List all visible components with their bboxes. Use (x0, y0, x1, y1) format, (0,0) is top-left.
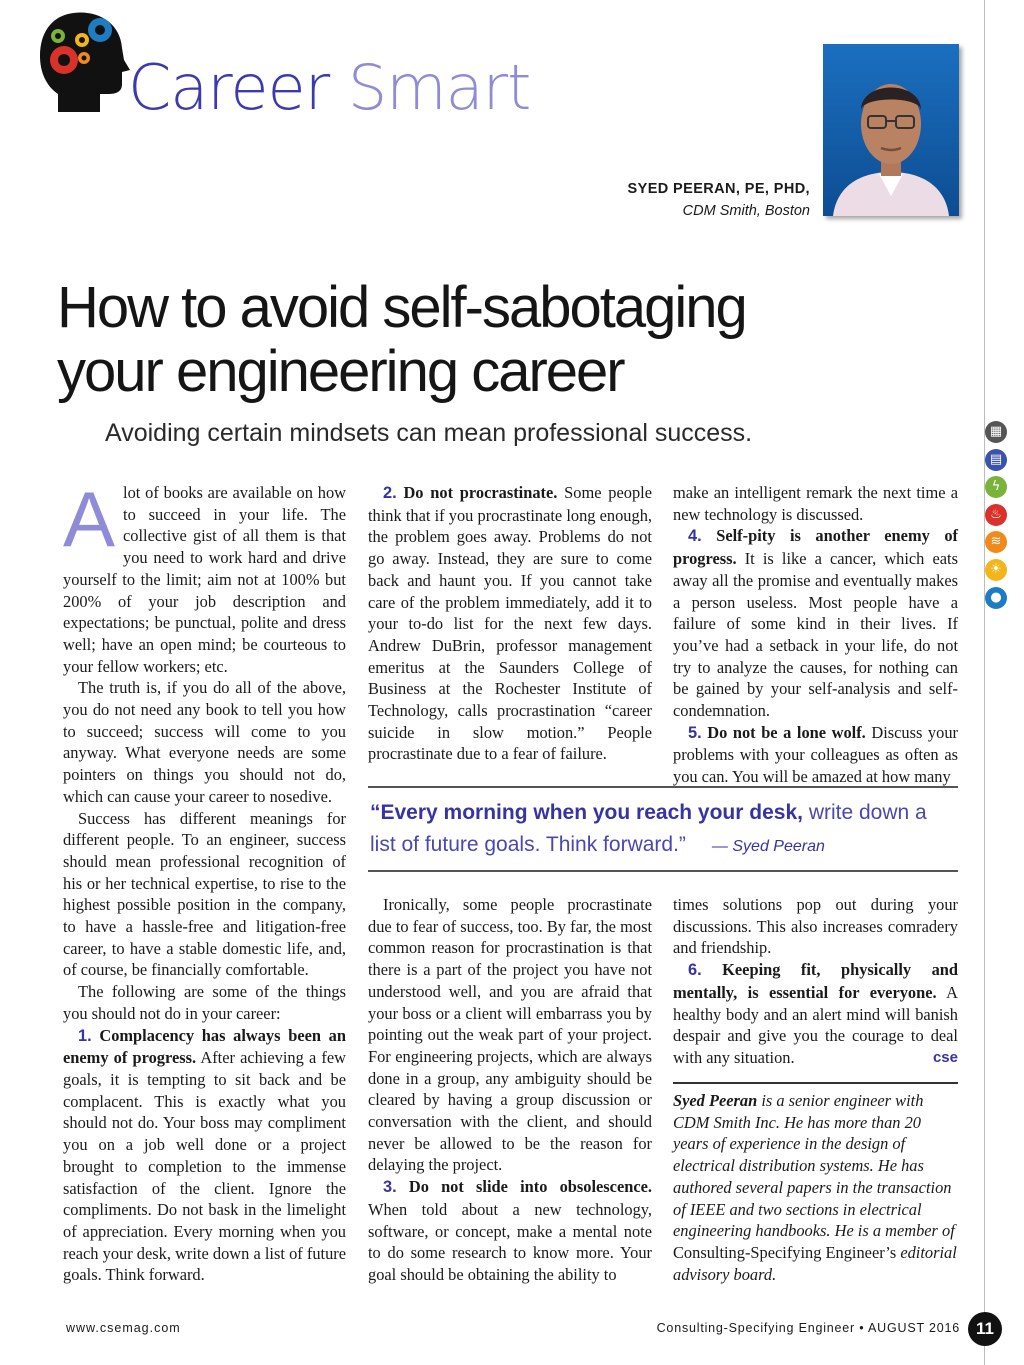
bio-name: Syed Peeran (673, 1091, 758, 1110)
footer-url: www.csemag.com (66, 1321, 181, 1335)
intro-text: lot of books are available on how to succeed in your life. The collective gist of all them is that you need to work hard and drive yourself to the limit; aim not at 100% but 200% of your job description and expectations; be punctual, polite and dress well; have an open mind; be courteous to your fellow workers; etc. (63, 483, 346, 676)
paragraph: times solutions pop out during your discussions. This also increases comradery and friendship. (673, 895, 958, 958)
bio-rule (673, 1082, 958, 1084)
text-column-1 (63, 475, 346, 1286)
flame-icon[interactable]: ♨ (985, 504, 1007, 526)
pullquote-top-rule (368, 786, 958, 788)
bio-text-2: editorial advisory board. (673, 1242, 957, 1284)
list-item-6 (673, 959, 958, 1069)
logo-word-career: Career (128, 51, 330, 124)
logo-word-smart: Smart (347, 51, 531, 124)
headline-line-1: How to avoid self-sabotaging (57, 275, 746, 340)
list-item-5 (673, 722, 958, 788)
building-icon[interactable]: ▤ (985, 449, 1007, 471)
page-edge-rule (984, 0, 985, 1365)
paragraph: The following are some of the things you should not do in your career: (63, 982, 346, 1023)
pullquote-light: write down a list of future goals. Think forward.” (370, 801, 927, 856)
article-deck: Avoiding certain mindsets can mean professional success. (105, 419, 753, 447)
paragraph: make an intelligent remark the next time a new technology is discussed. (673, 483, 958, 524)
section-tab-icons (985, 421, 1009, 614)
footer-publication: Consulting-Specifying Engineer • AUGUST 2016 (656, 1321, 960, 1335)
head-gears-logo-icon (38, 10, 130, 114)
lightbulb-icon[interactable]: ☀ (985, 559, 1007, 581)
item-number: 3. (383, 1178, 397, 1197)
pullquote-attribution: — Syed Peeran (711, 838, 825, 855)
list-item-4 (673, 525, 958, 721)
item-text: Discuss your problems with your colleagues as often as you can. You will be amazed at how many (673, 722, 958, 787)
hvac-icon[interactable]: ≋ (985, 531, 1007, 553)
item-heading: Do not procrastinate. (403, 483, 558, 502)
pullquote-bottom-rule (368, 870, 958, 872)
end-mark-logo: cse (932, 1048, 958, 1066)
list-item-1 (63, 1025, 346, 1286)
item-text: A healthy body and an alert mind will banish despair and give you the courage to deal with any situation. (673, 982, 958, 1067)
paragraph: The truth is, if you do all of the above, you do not need any book to tell you how to succeed; success will come to you anyway. What everyone needs are some pointers on things you should not do, which can cause your career to nosedive. (63, 678, 346, 806)
item-heading: Self-pity is another enemy of progress. (673, 526, 958, 569)
item-text: After achieving a few goals, it is tempting to sit back and be complacent. This is exactly what you should not do. Your boss may compliment you on a job well done or a project brought to completion to the immense satisfaction of the client. Ignore the compliments. Do not bask in the limelight of appreciation. Every morning when you reach your desk, write down a list of future goals. Think forward. (63, 1048, 346, 1285)
article-headline (57, 276, 746, 404)
list-item-3 (368, 1176, 652, 1286)
author-photo (823, 44, 959, 216)
column-logo-title (128, 52, 530, 124)
headline-line-2: your engineering career (57, 339, 624, 404)
lightning-icon[interactable]: ϟ (985, 476, 1007, 498)
text-column-3-top (673, 482, 958, 788)
item-number: 5. (688, 723, 702, 742)
bio-text-1: is a senior engineer with CDM Smith Inc. He has more than 20 years of experience in the design of electrical distribution systems. He has authored several papers in the transaction of IEEE and two sections in electrical engineering handbooks. He is a member of (673, 1091, 955, 1241)
author-name: SYED PEERAN, PE, PHD, (627, 181, 810, 197)
calculator-icon[interactable]: ▦ (985, 421, 1007, 443)
item-heading: Complacency has always been an enemy of progress. (63, 1025, 346, 1068)
pullquote (368, 797, 958, 863)
author-bio (673, 1090, 958, 1285)
list-item-2 (368, 482, 652, 765)
paragraph: Ironically, some people procrastinate due to fear of success, too. By far, the most common reason for procrastination is that there is a part of the project you have not understood well, and you are afraid that your boss or a client will embarrass you by pointing out the weak part of your project. For engineering projects, which are always done in a group, any ambiguity should be cleared by having a group discussion or conversation with the client, and should never be allowed to be the reason for delaying the project. (368, 895, 652, 1175)
pullquote-bold: “Every morning when you reach your desk, (370, 801, 803, 824)
page-number: 11 (968, 1312, 1002, 1346)
intro-paragraph (63, 475, 346, 677)
text-column-2-bottom (368, 894, 652, 1286)
drop-cap: A (63, 475, 116, 563)
item-text: When told about a new technology, software, or concept, make a mental note to do some research to know more. Your goal should be obtaining the ability to (368, 1199, 652, 1284)
text-column-2-top (368, 482, 652, 765)
item-number: 6. (688, 961, 702, 980)
item-heading: Do not be a lone wolf. (707, 722, 866, 742)
item-number: 1. (78, 1026, 92, 1045)
water-drop-icon[interactable]: ● (985, 587, 1007, 609)
text-column-3-bottom (673, 894, 958, 1069)
item-text: It is like a cancer, which eats away all the promise and eventually makes a person useless. Most people have a failure of some kind in their lives. If you’ve had a setback in your life, do not try to analyze the causes, for nothing can be gained by your self-analysis and self-condemnation. (673, 549, 958, 721)
item-heading: Do not slide into obsolescence. (408, 1177, 652, 1197)
paragraph: Success has different meanings for different people. To an engineer, success should mean professional recognition of his or her technical expertise, to rise to the highest possible position in the company, to have a hassle-free and litigation-free career, to have a stable domestic life, and, of course, be financially comfortable. (63, 808, 346, 980)
item-number: 4. (688, 527, 702, 546)
item-text: Some people think that if you procrastinate long enough, the problem goes away. Problems do not go away. Instead, they are sure to come back and haunt you. If you cannot take care of the problem immediately, add it to your to-do list for the next few days. Andrew DuBrin, professor management emeritus at the Saunders College of Business at the Rochester Institute of Technology, calls procrastination “career suicide in slow motion.” People procrastinate due to a fear of failure. (368, 483, 652, 764)
item-heading: Keeping fit, physically and mentally, is essential for everyone. (673, 960, 958, 1002)
bio-magazine: Consulting-Specifying Engineer’s (673, 1242, 897, 1262)
item-number: 2. (383, 484, 397, 502)
author-affiliation: CDM Smith, Boston (682, 203, 810, 219)
